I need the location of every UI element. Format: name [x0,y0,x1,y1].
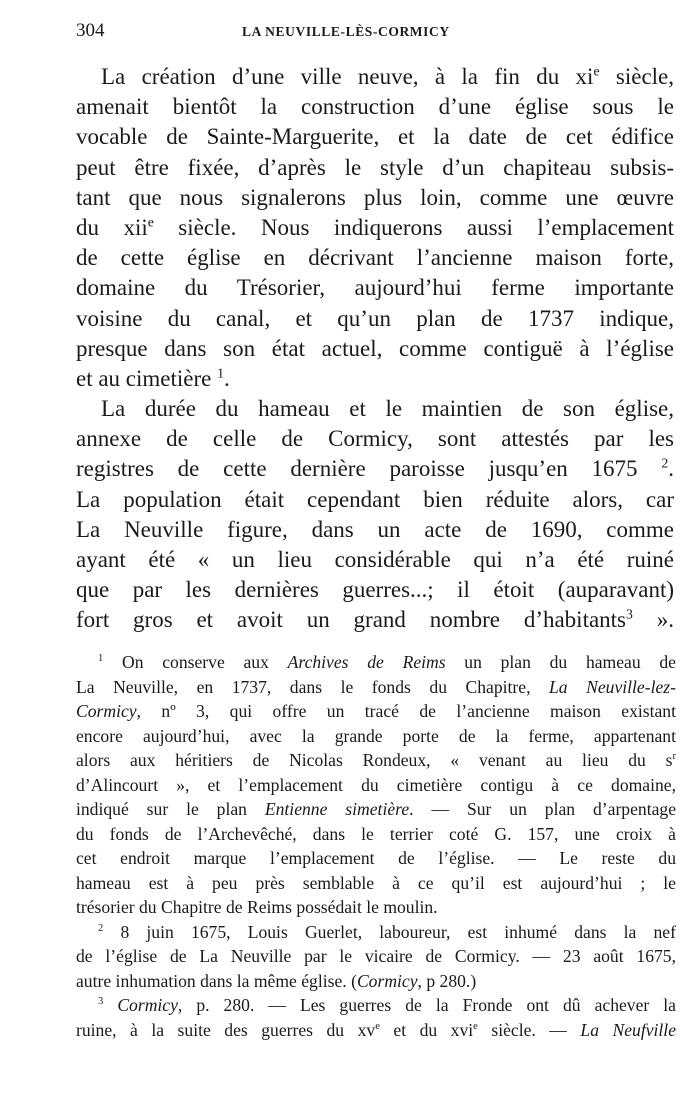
page-number: 304 [76,20,105,41]
text-line: du xii$^e$ siècle. Nous indiquerons aussi l’emplacement [76,214,675,240]
running-title: LA NEUVILLE-LÈS-CORMICY [242,24,450,39]
text-line: vocable de Sainte-Marguerite, et la date de cet édifice [76,124,674,150]
text-line: peut être fixée, d’après le style d’un chapiteau subsis- [76,154,674,180]
footnote-line: alors aux héritiers de Nicolas Rondeux, « venant au lieu du $s^r$ [76,750,676,770]
footnote-line: La Neuville, en 1737, dans le fonds du Chapitre, La Neuville-lez- [76,676,676,697]
footnote-line: $^3$ Cormicy, p. 280. — Les guerres de la Fronde ont dû achever la [98,995,676,1015]
text-line: tant que nous signalerons plus loin, comme une œuvre [76,184,674,210]
text-line: La durée du hameau et le maintien de son église, [101,396,674,422]
text-line: La création d’une ville neuve, à la fin du $xi^e$ siècle, [101,63,674,89]
footnote-line: cet endroit marque l’emplacement de l’église. — Le reste du [76,848,676,868]
footnote-line: du fonds de l’Archevêché, dans le terrier coté G. 157, une croix à [76,823,676,844]
footnote-line: hameau est à peu près semblable à ce qu’il est aujourd’hui ; le [76,872,676,893]
footnote-line: ruine, à la suite des guerres du $xv^e$ et du xvi$^e$ siècle. — La Neufville [76,1019,676,1040]
footnotes [76,650,676,1042]
text-line: voisine du canal, et qu’un plan de 1737 indique, [76,305,674,331]
running-head [76,20,676,42]
text-line: annexe de celle de Cormicy, sont attestés par les [76,426,674,452]
main-text [76,62,674,636]
text-line: domaine du Trésorier, aujourd’hui ferme importante [76,275,674,301]
text-line: La Neuville figure, dans un acte de 1690, comme [76,516,674,542]
paragraph-1 [76,62,674,394]
footnote-line: indiqué sur le plan Entienne simetière. — Sur un plan d’arpentage [76,799,677,819]
footnote-line: $^1$ On conserve aux Archives de Reims un plan du hameau de [98,652,676,672]
footnote-line: encore aujourd’hui, avec la grande porte de la ferme, appartenant [76,725,676,746]
footnote-ref: 2 [661,455,669,471]
footnote-1 [76,650,676,920]
footnote-marker: 2 [98,922,104,934]
text-line: fort gros et avoit un grand nombre d’habitants$^3$ ». [76,606,674,633]
footnote-marker: 1 [98,653,104,665]
text-line: amenait bientôt la construction d’une église sous le [76,94,674,120]
footnote-2 [76,920,676,994]
paragraph-2 [76,394,674,636]
footnote-line: autre inhumation dans la même église. (Cormicy, p 280.) [76,970,477,991]
footnote-line: d’Alincourt », et l’emplacement du cimetière contigu à ce domaine, [76,774,676,795]
footnote-line: $^2$ 8 juin 1675, Louis Guerlet, laboureur, est inhumé dans la nef [98,921,676,942]
footnote-line: de l’église de La Neuville par le vicaire de Cormicy. — 23 août 1675, [76,946,676,966]
footnote-marker: 3 [98,996,104,1008]
text-line: presque dans son état actuel, comme contiguë à l’église [76,335,674,361]
text-line: de cette église en décrivant l’ancienne maison forte, [76,245,674,271]
text-line: que par les dernières guerres...; il étoit (auparavant) [76,577,674,603]
footnote-3 [76,993,676,1042]
footnote-line: trésorier du Chapitre de Reims possédait le moulin. [76,897,438,917]
text-line: ayant été « un lieu considérable qui n’a été ruiné [76,547,674,572]
text-line: registres de cette dernière paroisse jusqu’en 1675 $^2$. [76,455,674,482]
footnote-ref: 1 [217,365,225,381]
text-line: La population était cependant bien réduite alors, car [76,486,674,512]
footnote-line: Cormicy, nº 3, qui offre un tracé de l’ancienne maison existant [76,701,676,721]
footnote-ref: 3 [626,606,633,622]
text-line: et au cimetière $^1$. [76,365,230,391]
